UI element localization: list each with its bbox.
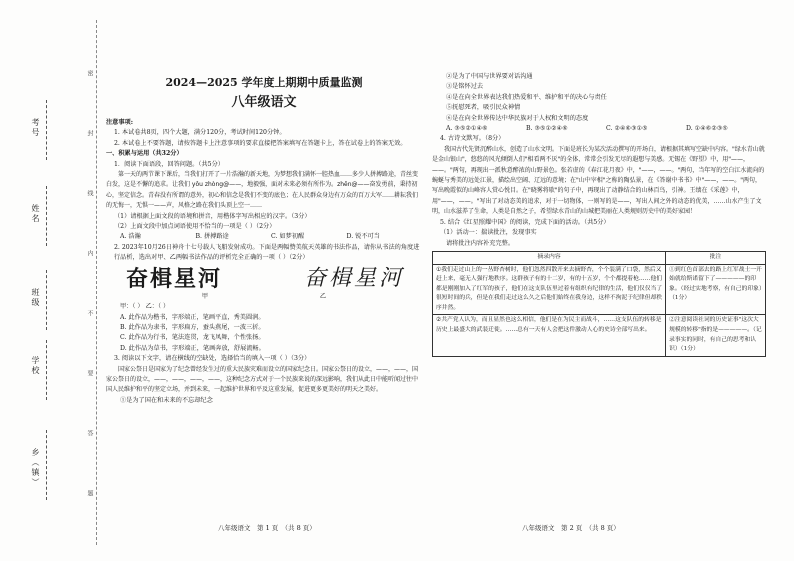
option: A. ③⑤②①④⑥ (446, 125, 488, 133)
option: C. 如梦初醒 (271, 233, 305, 241)
question-4-stem: 4. 古诗文默写。（8分） (440, 135, 505, 143)
school-label: 学校 (31, 356, 40, 376)
question-3-item: ③是铭怀过去 (446, 83, 484, 91)
table-row (433, 315, 766, 356)
page-1 (106, 62, 422, 406)
name-line (46, 186, 47, 246)
option: B. ③⑤①②④⑥ (526, 125, 568, 133)
notice-heading: 注意事项: (106, 119, 134, 126)
question-4-passage: 我国古代先贤沉醉山水，创造了山水文明。下面是班长为某次活动撰写的开场白，请根据其填写空缺中内容。"绿水青山就是金山银山"，悠悠的风光倾倒人们"相看两不厌"的全体，常常会引发无尽的遐想与美感。无锡在《野望》中，用"——，——。"两句，再现出一派秋意醉浓的山野景色。张若虚的《春江花月夜》中，"——，——。"两句，当年写的空白江水流向的蜿蜒与秀美的远处江景，描绘出空阔、辽远的意境；在"山中宰相"之称的陶弘景，在《答谢中书书》中"——，——。"两句，写出晚霞似的山峰容人赏心悦目。在"晓雾将歇"的句子中，再现出了动静结合的山林百鸟，引神。王绩在《采莲》中，用"——，——。"写出了对动态美的追求，对于一切物体，一则写的是——，写出人间之外的动态的优美，……山水产生了文明，山水滋养了生命，人类是自然之子，希望绿水青山的山城把美丽在人类规则历史中的美好家园！ (432, 145, 765, 216)
township-line (46, 430, 47, 500)
question-3-item: ⑤抚慰死者，吸引民众神情 (446, 104, 521, 112)
table-cell[interactable]: ①到红色首部去的路上红军战士一开始就给斯诺留下了—————的印象。（经过实地考察，有自己的印象）（1分） (666, 264, 766, 315)
table-cell: ②共产党人认为，而且显然也这么相信，他们是在为民主而战斗，……这支队伍的转移是历史上最盛大的武装迁徙。……总有一天有人会把这件激动人心的史诗全部写出来。 (433, 315, 666, 356)
option: A. 此作品为楷书，字形端正，笔画平直，秀美圆润。 (120, 313, 265, 321)
option: A. 浩瀚 (120, 233, 141, 241)
calligraphy-works (106, 264, 422, 292)
page-footer: 八年级语文 第 1 页 （共 8 页） (218, 524, 316, 532)
option: B. 拼搏路途 (195, 233, 229, 241)
township-label: 乡（镇） (31, 448, 40, 488)
table-cell: ①我们走过山上的一丛野杏树时，他们忽然四散开来去摘野杏，个个装满了口袋，然后又赶上来，毫无人强行地秩序。这群孩子有的十二岁，有的十五岁，个个都提着枪……他们都是刚刚加入了红军的孩子，他们在这支队伍里过着有组织有纪律的生活，他们仅仅当了很短时间的兵，但是在我们走过这么久之后他们始终在我身边，这样不拘泥于纪律但却秩序井然。 (433, 264, 666, 315)
calligraphy-a: 奋楫星河 (126, 265, 223, 292)
question-1-options (106, 232, 422, 242)
question-3-item: ④是在向全世界表达我们热爱和平、维护和平的决心与责任 (446, 93, 607, 101)
annotation-table (432, 251, 766, 357)
seal-note-char: 题 (86, 490, 93, 496)
question-1-sub2: （2）上面文段中加点词语使用不恰当的一项是（ ）（2分） (114, 223, 276, 231)
notice-item: 1. 本试卷共8页，四个大题，满分120分，考试时间120分钟。 (114, 129, 286, 137)
page-2 (432, 72, 766, 357)
question-3-item: ②是为了中国与世界要对话沟通 (446, 73, 533, 80)
question-1-sub1: （1）请根据上面文段的语境和拼音，用楷体字写出相应的汉字。（3分） (114, 212, 311, 220)
table-header: 批注 (666, 251, 766, 264)
class-line (46, 270, 47, 330)
table-row (433, 264, 766, 315)
seal-line (96, 20, 97, 545)
table-header: 摘录内容 (433, 251, 666, 264)
name-label: 姓名 (31, 204, 40, 224)
answer-blanks: 甲：（ ） 乙：（ ） (120, 303, 170, 311)
table-cell[interactable]: ②注意阅读社词的历史证事"这次大规模的转移"指的是—————。（记录事实的同时，有自己的思考和认识）（1分） (666, 315, 766, 356)
question-3-options (432, 124, 766, 134)
option: C. ②④⑥③①⑤ (606, 125, 648, 133)
calligraphy-labels (106, 292, 422, 302)
question-5-stem: 5. 结合《红星照耀中国》的阅读，完成下面的活动。（共5分） (440, 218, 610, 226)
question-1-stem: 1．阅读下面语段，回答问题。（共5分） (114, 160, 224, 168)
question-2-stem: 2. 2023年10月26日神舟十七号载人飞船发射成功。下面是两幅赞美航天英雄的书法作品，请你从书法的角度进行品析，选出对甲、乙两幅书法作品的评析完全正确的一项（ ）（2分） (114, 243, 420, 262)
question-1-passage: 第一天的两节课下课后，当我们打开了一片浩瀚的新天地，为梦想我们满怀一腔热血……多少人拼搏路途，青丝变白发，这是不懈的追求。让我们 yǒu zhòng@——，地毅强，面对未来必须有所作为。zhēn@——奋发勇前，秉持初心，坚定信念。青春没有所谓的意外，初心和信念是我们不变的底色；在人民群众身边有万众的百万大军……耕耘我们的无悔一，无惧一——声，风格之路在我们头顶上空一…… (106, 171, 419, 210)
seal-note-char: 封 (86, 130, 93, 136)
calligraphy-b: 奋楫星河 (303, 265, 404, 291)
question-3-item: ⑥是在向全世界传达中华民族对于人权和文明的态度 (446, 114, 589, 122)
page-footer: 八年级语文 第 2 页 （共 8 页） (522, 524, 620, 532)
label-b: 乙 (319, 292, 327, 300)
seal-note-char: 密 (86, 70, 93, 76)
question-5-sub: （1）活动一：揣读批注，发现事实 (440, 229, 537, 237)
binding-margin (0, 0, 100, 561)
exam-title: 2024—2025 学年度上期期中质量监测 (165, 76, 363, 89)
exam-subject: 八年级语文 (231, 95, 297, 110)
seal-note-char: 内 (86, 250, 93, 256)
section-heading: 一、积累与运用（共32分） (106, 150, 183, 158)
option: C. 此作品为行书，笔法连贯，龙飞凤舞，个性张扬。 (120, 334, 265, 342)
label-a: 甲 (201, 292, 209, 300)
seal-note-char: 要 (86, 370, 93, 376)
exam-no-label: 考号 (31, 118, 40, 138)
option: B. 此作品为隶书，字形扁方，蚕头燕尾，一波三折。 (120, 323, 265, 331)
notice-item: 2. 本试卷上不要答题，请按答题卡上注意事项的要求直接把答案填写在答题卡上，答在试卷上的答案无效。 (114, 139, 407, 147)
school-line (46, 340, 47, 400)
option: D. 锐不可当 (346, 233, 380, 241)
question-3-passage: 国家公祭日是国家为了纪念曾经发生过的重大民族灾难而设立的国家纪念日。国家公祭日的设立，——，——，国家公祭日的设立，——，——，——，——，这种纪念方式对于一个民族来说的深远影响，我们从此日中能听闻过往中国人民维护和平的坚定立场，并到未来，一起维护世界和平及这重发展，促进更多更美好的明天之美好。 (106, 365, 419, 394)
seal-note-char: 答 (86, 430, 93, 436)
option: D. ①④⑥②③⑤ (686, 125, 728, 133)
question-3-item: ①是为了国在和未来的不忘却纪念 (120, 396, 213, 404)
exam-no-line (46, 100, 47, 160)
question-3-stem: 3. 阅读以下文字，请在横线的空缺处，选择恰当的填入一项（ ）（3分） (114, 355, 311, 363)
seal-note-char: 不 (86, 310, 93, 316)
option: D. 此作品为草书，字形端正，笔画奔放，舒展流畅。 (120, 344, 265, 352)
question-5-hint: 请将批注内容补充完整。 (446, 239, 515, 247)
class-label: 班级 (31, 288, 40, 308)
seal-note-char: 线 (86, 190, 93, 196)
